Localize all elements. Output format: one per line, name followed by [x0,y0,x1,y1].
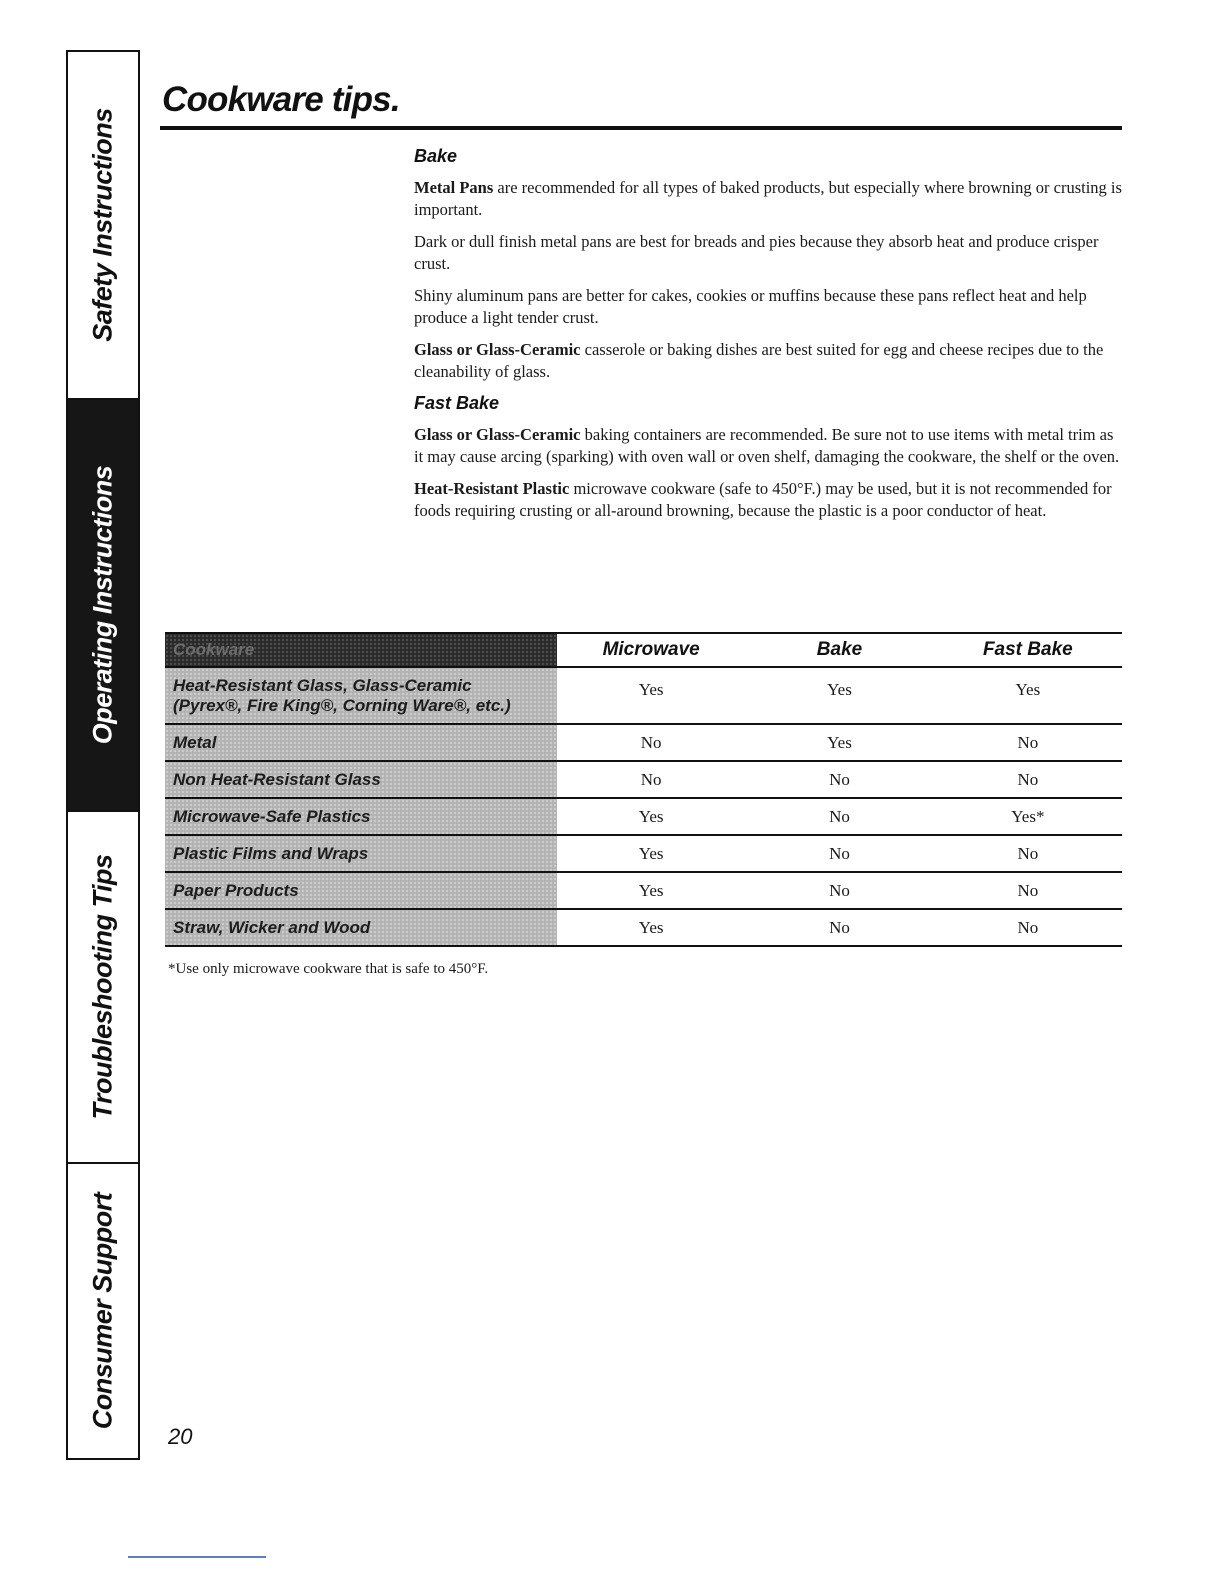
table-footnote: *Use only microwave cookware that is safe to 450°F. [168,961,489,977]
bake-value: No [829,806,850,826]
fast-bake-glass-term: Glass or Glass-Ceramic [414,425,581,444]
fast-bake-paragraph-plastic [414,478,1122,522]
bake-value: No [829,769,850,789]
table-row [165,761,1122,798]
cookware-type: Straw, Wicker and Wood [165,909,557,946]
fast-bake-value: No [1017,732,1039,752]
cookware-type: Plastic Films and Wraps [165,835,557,872]
bake-heading: Bake [414,146,458,166]
bake-paragraph-glass [414,339,1122,383]
tab-consumer-support-label: Consumer Support [87,1192,118,1430]
heat-resistant-plastic-text: microwave cookware (safe to 450°F.) may be used, but it is not recommended for foods requiring crusting or all-around browning, because the plastic is a poor conductor of heat. [414,479,1112,520]
microwave-value: Yes [638,917,664,937]
table-row [165,872,1122,909]
cookware-type: Metal [165,724,557,761]
fast-bake-value: Yes* [1011,806,1045,826]
section-tabs [66,50,140,1460]
header-microwave: Microwave [602,639,700,660]
page-title: Cookware tips. [162,80,400,119]
table-row [165,724,1122,761]
cookware-type-line: (Pyrex®, Fire King®, Corning Ware®, etc.) [173,695,511,715]
fast-bake-value: No [1017,769,1039,789]
cookware-type: Paper Products [165,872,557,909]
title-divider [160,126,1122,130]
page-number: 20 [168,1424,193,1449]
table-header-row [165,633,1122,667]
bake-value: Yes [827,680,852,699]
tab-troubleshooting-tips-label: Troubleshooting Tips [87,854,118,1120]
bake-value: Yes [827,732,852,752]
glass-term: Glass or Glass-Ceramic [414,340,581,359]
cookware-type: Non Heat-Resistant Glass [165,761,557,798]
fast-bake-value: No [1017,917,1039,937]
table-row [165,835,1122,872]
cookware-compatibility-table [165,632,1122,947]
bake-value: No [829,843,850,863]
microwave-value: No [640,732,662,752]
tab-troubleshooting-tips[interactable] [68,812,138,1164]
table-row [165,667,1122,724]
fast-bake-paragraph-glass [414,424,1122,468]
bottom-divider [128,1556,266,1558]
bake-paragraph-dark-pans: Dark or dull finish metal pans are best for breads and pies because they absorb heat and produce crisper crust. [414,232,1099,273]
microwave-value: Yes [638,806,664,826]
microwave-value: Yes [638,880,664,900]
tab-operating-instructions-label: Operating Instructions [87,465,118,745]
microwave-value: Yes [638,843,664,863]
header-fast-bake: Fast Bake [982,639,1073,660]
microwave-value: Yes [638,680,664,699]
cookware-type-line: Heat-Resistant Glass, Glass-Ceramic [173,675,472,695]
header-bake: Bake [816,639,863,660]
tab-operating-instructions[interactable] [68,400,138,812]
table-row [165,798,1122,835]
bake-paragraph-metal-pans [414,177,1122,221]
bake-value: No [829,880,850,900]
tab-safety-instructions[interactable] [68,52,138,400]
heat-resistant-plastic-term: Heat-Resistant Plastic [414,479,570,498]
metal-pans-term: Metal Pans [414,178,494,197]
fast-bake-heading: Fast Bake [414,393,500,413]
fast-bake-value: No [1017,843,1039,863]
table-row [165,909,1122,946]
tab-safety-instructions-label: Safety Instructions [87,108,118,342]
bake-value: No [829,917,850,937]
cookware-text [414,146,1122,532]
fast-bake-value: No [1017,880,1039,900]
fast-bake-glass-text: baking containers are recommended. Be sure not to use items with metal trim as it may cause arcing (sparking) with oven wall or oven shelf, damaging the cookware, the shelf or the oven. [414,425,1120,466]
bake-paragraph-shiny-pans: Shiny aluminum pans are better for cakes, cookies or muffins because these pans reflect heat and help produce a light tender crust. [414,286,1087,327]
header-cookware: Cookware [165,633,557,667]
tab-consumer-support[interactable] [68,1164,138,1458]
metal-pans-text: are recommended for all types of baked products, but especially where browning or crusting is important. [414,178,1122,219]
microwave-value: No [640,769,662,789]
cookware-type [165,667,557,724]
glass-text: casserole or baking dishes are best suited for egg and cheese recipes due to the cleanability of glass. [414,340,1104,381]
cookware-type: Microwave-Safe Plastics [165,798,557,835]
fast-bake-value: Yes [1015,680,1041,699]
